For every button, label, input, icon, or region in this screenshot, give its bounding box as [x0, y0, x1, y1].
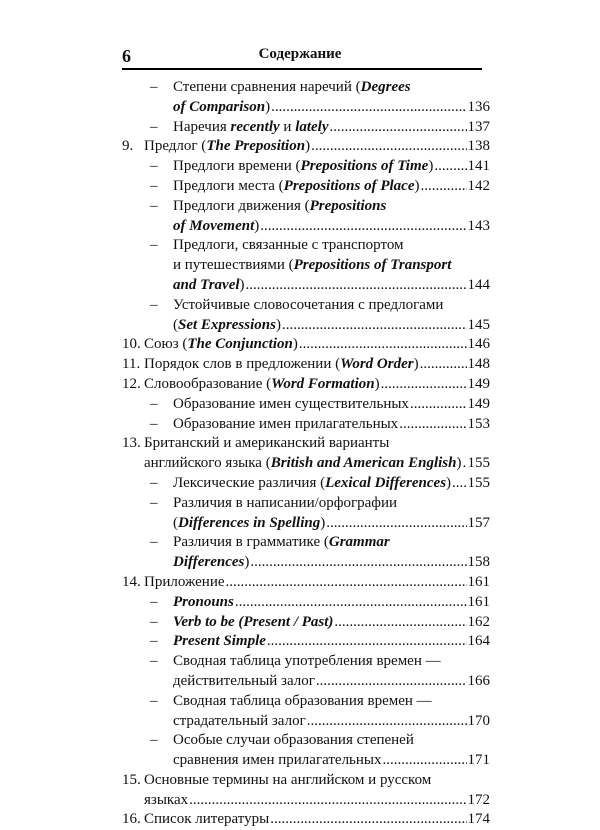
entry-title-line: of Comparison) ..... 136: [173, 98, 490, 118]
toc-section-entry: [120, 296, 490, 336]
entry-title-line: (Differences in Spelling) ..... 157: [173, 514, 490, 534]
entry-title-line: Сводная таблица употребления времен —: [173, 653, 441, 670]
entry-page-number: 136: [467, 98, 490, 115]
dot-leader: [226, 573, 467, 593]
dot-leader: [381, 375, 467, 395]
list-dash: –: [150, 593, 158, 610]
list-dash: –: [150, 197, 158, 214]
toc-chapter-entry: [120, 434, 490, 474]
toc-section-entry: [120, 177, 490, 197]
entry-title-line: Сводная таблица образования времен —: [173, 692, 432, 709]
header-rule: [122, 68, 482, 70]
toc-section-entry: [120, 593, 490, 613]
chapter-number: 9.: [122, 138, 134, 155]
toc-section-entry: [120, 78, 490, 118]
chapter-number: 10.: [122, 336, 141, 353]
entry-page-number: 142: [467, 177, 490, 194]
entry-title-line: страдательный залог ..... 170: [173, 712, 490, 732]
toc-chapter-entry: [120, 573, 490, 593]
toc-section-entry: [120, 236, 490, 295]
entry-title-line: Словообразование (Word Formation) ..... 149: [144, 375, 490, 395]
list-dash: –: [150, 633, 158, 650]
entry-title-line: Verb to be (Present / Past) ..... 162: [173, 613, 490, 633]
dot-leader: [307, 712, 467, 732]
entry-title-line: Различия в грамматике (Grammar: [173, 534, 390, 551]
dot-leader: [334, 613, 466, 633]
list-dash: –: [150, 692, 158, 709]
toc-section-entry: [120, 613, 490, 633]
chapter-number: 13.: [122, 435, 141, 452]
entry-title-line: Порядок слов в предложении (Word Order) ..... 148: [144, 355, 490, 375]
entry-title-line: Предлоги, связанные с транспортом: [173, 237, 404, 254]
entry-title-line: and Travel) ..... 144: [173, 276, 490, 296]
entry-title-line: (Set Expressions) ..... 145: [173, 316, 490, 336]
dot-leader: [270, 810, 466, 830]
entry-page-number: 170: [467, 712, 490, 729]
chapter-number: 14.: [122, 573, 141, 590]
entry-title-line: Различия в написании/орфографии: [173, 494, 398, 511]
dot-leader: [434, 157, 466, 177]
page-number: 6: [122, 46, 131, 66]
dot-leader: [250, 553, 466, 573]
toc-chapter-entry: [120, 375, 490, 395]
entry-page-number: 171: [467, 752, 490, 769]
toc-chapter-entry: [120, 355, 490, 375]
chapter-number: 11.: [122, 356, 141, 373]
entry-page-number: 149: [467, 375, 490, 392]
list-dash: –: [150, 613, 158, 630]
entry-title-line: of Movement) ..... 143: [173, 217, 490, 237]
chapter-number: 16.: [122, 811, 141, 828]
entry-title-line: Британский и американский варианты: [144, 435, 390, 452]
dot-leader: [330, 118, 467, 138]
entry-title-line: действительный залог ..... 166: [173, 672, 490, 692]
toc-chapter-entry: [120, 335, 490, 355]
entry-title-line: Предлоги движения (Prepositions: [173, 197, 387, 214]
toc-section-entry: [120, 533, 490, 573]
entry-page-number: 174: [467, 811, 490, 828]
entry-page-number: 161: [467, 593, 490, 610]
entry-title-line: сравнения имен прилагательных ..... 171: [173, 751, 490, 771]
entry-title-line: языках ..... 172: [144, 791, 490, 811]
entry-page-number: 162: [467, 613, 490, 630]
dot-leader: [462, 454, 466, 474]
entry-page-number: 172: [467, 791, 490, 808]
entry-title-line: Pronouns ..... 161: [173, 593, 490, 613]
entry-title-line: Основные термины на английском и русском: [144, 771, 432, 788]
dot-leader: [271, 98, 466, 118]
entry-page-number: 144: [467, 276, 490, 293]
chapter-number: 12.: [122, 375, 141, 392]
entry-title-line: Предлоги места (Prepositions of Place) ..... 142: [173, 177, 490, 197]
dot-leader: [410, 395, 467, 415]
entry-title-line: Степени сравнения наречий (Degrees: [173, 79, 411, 95]
entry-title-line: Наречия recently и lately ..... 137: [173, 118, 490, 138]
entry-page-number: 161: [467, 573, 490, 590]
page-title: Содержание: [258, 46, 342, 62]
toc-chapter-entry: [120, 137, 490, 157]
dot-leader: [282, 316, 467, 336]
entry-title-line: Союз (The Conjunction) ..... 146: [144, 335, 490, 355]
toc-chapter-entry: [120, 771, 490, 811]
table-of-contents: [120, 78, 490, 830]
entry-page-number: 143: [467, 217, 490, 234]
dot-leader: [383, 751, 467, 771]
list-dash: –: [150, 415, 158, 432]
entry-page-number: 145: [467, 316, 490, 333]
entry-title-line: Present Simple ..... 164: [173, 632, 490, 652]
entry-page-number: 155: [467, 455, 490, 472]
dot-leader: [235, 593, 467, 613]
dot-leader: [421, 177, 467, 197]
entry-title-line: Список литературы ..... 174: [144, 810, 490, 830]
entry-page-number: 146: [467, 336, 490, 353]
list-dash: –: [150, 732, 158, 749]
entry-page-number: 138: [467, 138, 490, 155]
toc-section-entry: [120, 395, 490, 415]
list-dash: –: [150, 494, 158, 511]
entry-title-line: и путешествиями (Prepositions of Transport: [173, 257, 452, 274]
list-dash: –: [150, 237, 158, 254]
entry-title-line: Предлоги времени (Prepositions of Time) ..... 141: [173, 157, 490, 177]
toc-section-entry: [120, 692, 490, 732]
entry-page-number: 141: [467, 158, 490, 175]
chapter-number: 15.: [122, 771, 141, 788]
entry-page-number: 166: [467, 672, 490, 689]
list-dash: –: [150, 653, 158, 670]
dot-leader: [399, 415, 466, 435]
entry-page-number: 149: [467, 395, 490, 412]
entry-page-number: 155: [467, 474, 490, 491]
entry-title-line: Устойчивые словосочетания с предлогами: [173, 296, 444, 313]
toc-chapter-entry: [120, 810, 490, 830]
dot-leader: [267, 632, 467, 652]
toc-section-entry: [120, 652, 490, 692]
entry-page-number: 158: [467, 554, 490, 571]
entry-page-number: 164: [467, 633, 490, 650]
list-dash: –: [150, 177, 158, 194]
list-dash: –: [150, 118, 158, 135]
toc-section-entry: [120, 415, 490, 435]
entry-page-number: 157: [467, 514, 490, 531]
toc-section-entry: [120, 632, 490, 652]
entry-title-line: английского языка (British and American English) ..... 155: [144, 454, 490, 474]
toc-section-entry: [120, 118, 490, 138]
toc-section-entry: [120, 157, 490, 177]
toc-section-entry: [120, 474, 490, 494]
dot-leader: [420, 355, 467, 375]
entry-title-line: Лексические различия (Lexical Differences) ..... 155: [173, 474, 490, 494]
list-dash: –: [150, 296, 158, 313]
entry-title-line: Образование имен существительных ..... 149: [173, 395, 490, 415]
dot-leader: [260, 217, 466, 237]
entry-title-line: Приложение ..... 161: [144, 573, 490, 593]
dot-leader: [326, 514, 466, 534]
entry-title-line: Образование имен прилагательных ..... 153: [173, 415, 490, 435]
list-dash: –: [150, 474, 158, 491]
entry-page-number: 148: [467, 356, 490, 373]
dot-leader: [311, 137, 466, 157]
list-dash: –: [150, 158, 158, 175]
dot-leader: [189, 791, 466, 811]
toc-section-entry: [120, 197, 490, 237]
list-dash: –: [150, 395, 158, 412]
entry-page-number: 153: [467, 415, 490, 432]
entry-title-line: Differences) ..... 158: [173, 553, 490, 573]
list-dash: –: [150, 79, 158, 95]
entry-title-line: Особые случаи образования степеней: [173, 732, 414, 749]
dot-leader: [316, 672, 467, 692]
dot-leader: [299, 335, 467, 355]
toc-section-entry: [120, 731, 490, 771]
toc-section-entry: [120, 494, 490, 534]
entry-title-line: Предлог (The Preposition) ..... 138: [144, 137, 490, 157]
dot-leader: [246, 276, 467, 296]
dot-leader: [452, 474, 466, 494]
entry-page-number: 137: [467, 118, 490, 135]
list-dash: –: [150, 534, 158, 551]
